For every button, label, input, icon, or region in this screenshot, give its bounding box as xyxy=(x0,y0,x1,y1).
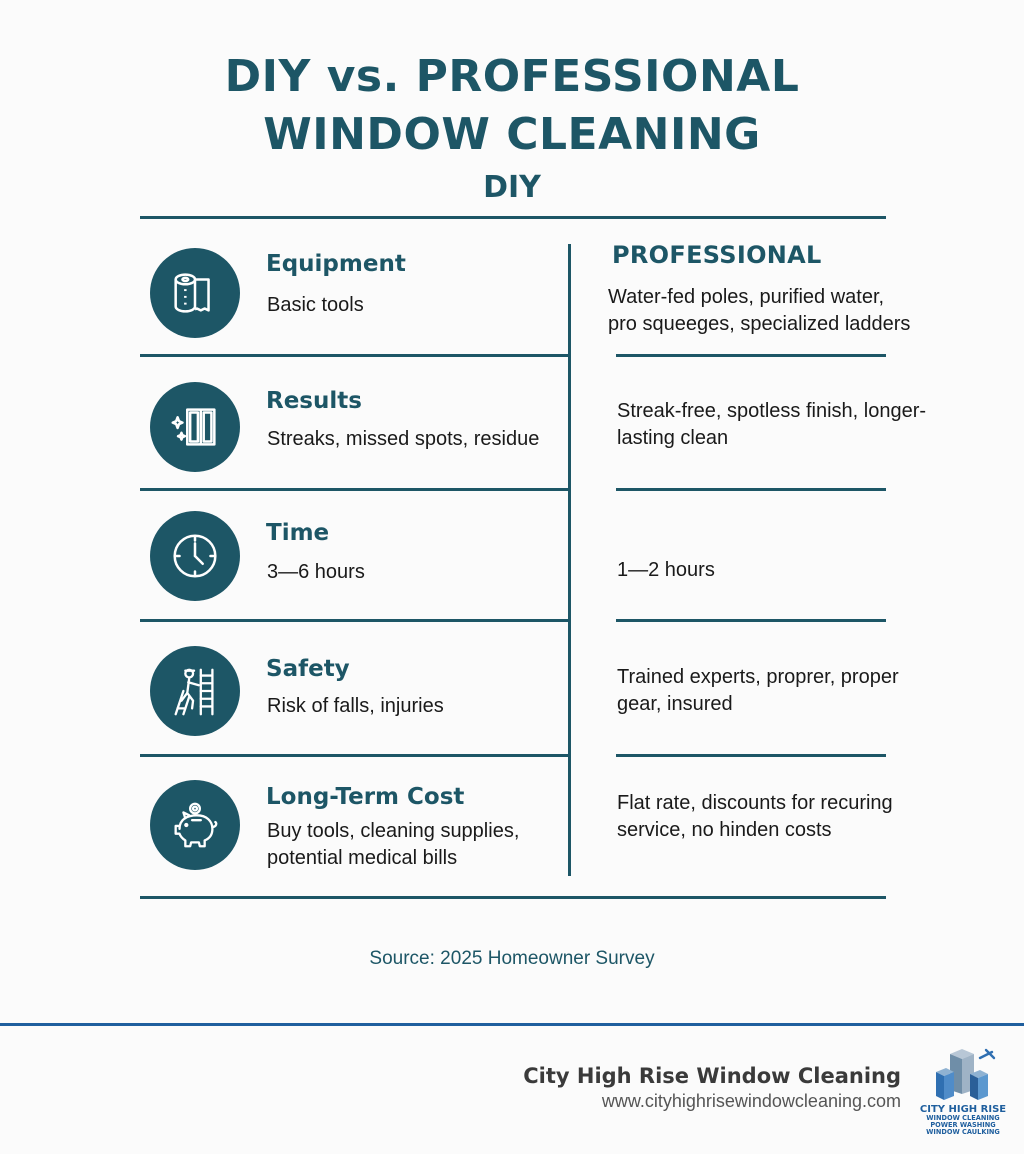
sparkling-window-icon xyxy=(150,382,240,472)
company-logo xyxy=(919,1048,1007,1136)
row-divider xyxy=(616,754,886,757)
paper-towel-roll-icon xyxy=(150,248,240,338)
diy-long-term-cost: Buy tools, cleaning supplies, potential medical bills xyxy=(267,820,520,869)
category-time: Time xyxy=(266,520,330,546)
diy-equipment: Basic tools xyxy=(267,294,364,316)
diy-time: 3—6 hours xyxy=(267,561,365,583)
footer-rule xyxy=(0,1023,1024,1026)
category-equipment: Equipment xyxy=(266,251,406,277)
title-line-2: WINDOW CLEANING xyxy=(263,109,761,160)
logo-text-4: WINDOW CAULKING xyxy=(926,1128,1000,1136)
pro-results: Streak-free, spotless finish, longer-lasting clean xyxy=(617,400,927,449)
category-safety: Safety xyxy=(266,656,350,682)
source-note: Source: 2025 Homeowner Survey xyxy=(369,948,655,969)
column-divider xyxy=(568,244,571,876)
logo-text-3: POWER WASHING xyxy=(930,1121,996,1129)
row-divider xyxy=(140,488,570,491)
category-results: Results xyxy=(266,388,362,414)
diy-safety: Risk of falls, injuries xyxy=(267,695,444,717)
bottom-divider xyxy=(140,896,886,899)
row-divider xyxy=(616,488,886,491)
pro-long-term-cost: Flat rate, discounts for recuring service, no hinden costs xyxy=(617,792,893,841)
diy-column-heading: DIY xyxy=(483,170,541,205)
logo-text-1: CITY HIGH RISE xyxy=(919,1104,1007,1115)
pro-equipment: Water-fed poles, purified water, pro squeeges, specialized ladders xyxy=(608,286,911,335)
row-divider xyxy=(616,619,886,622)
piggy-bank-icon xyxy=(150,780,240,870)
diy-results: Streaks, missed spots, residue xyxy=(267,428,540,450)
professional-column-heading: PROFESSIONAL xyxy=(612,241,822,269)
row-divider xyxy=(140,354,570,357)
top-divider xyxy=(140,216,886,219)
pro-safety: Trained experts, proprer, proper gear, insured xyxy=(617,666,899,715)
pro-time: 1—2 hours xyxy=(617,559,715,581)
clock-icon xyxy=(150,511,240,601)
website-url: www.cityhighrisewindowcleaning.com xyxy=(601,1091,901,1111)
category-long-term-cost: Long-Term Cost xyxy=(266,784,465,810)
logo-text-2: WINDOW CLEANING xyxy=(926,1114,1000,1122)
row-divider xyxy=(140,754,570,757)
worker-on-ladder-icon xyxy=(150,646,240,736)
title-line-1: DIY vs. PROFESSIONAL xyxy=(224,51,800,102)
page-title xyxy=(0,48,1024,164)
company-name: City High Rise Window Cleaning xyxy=(523,1064,901,1088)
row-divider xyxy=(140,619,570,622)
row-divider xyxy=(616,354,886,357)
